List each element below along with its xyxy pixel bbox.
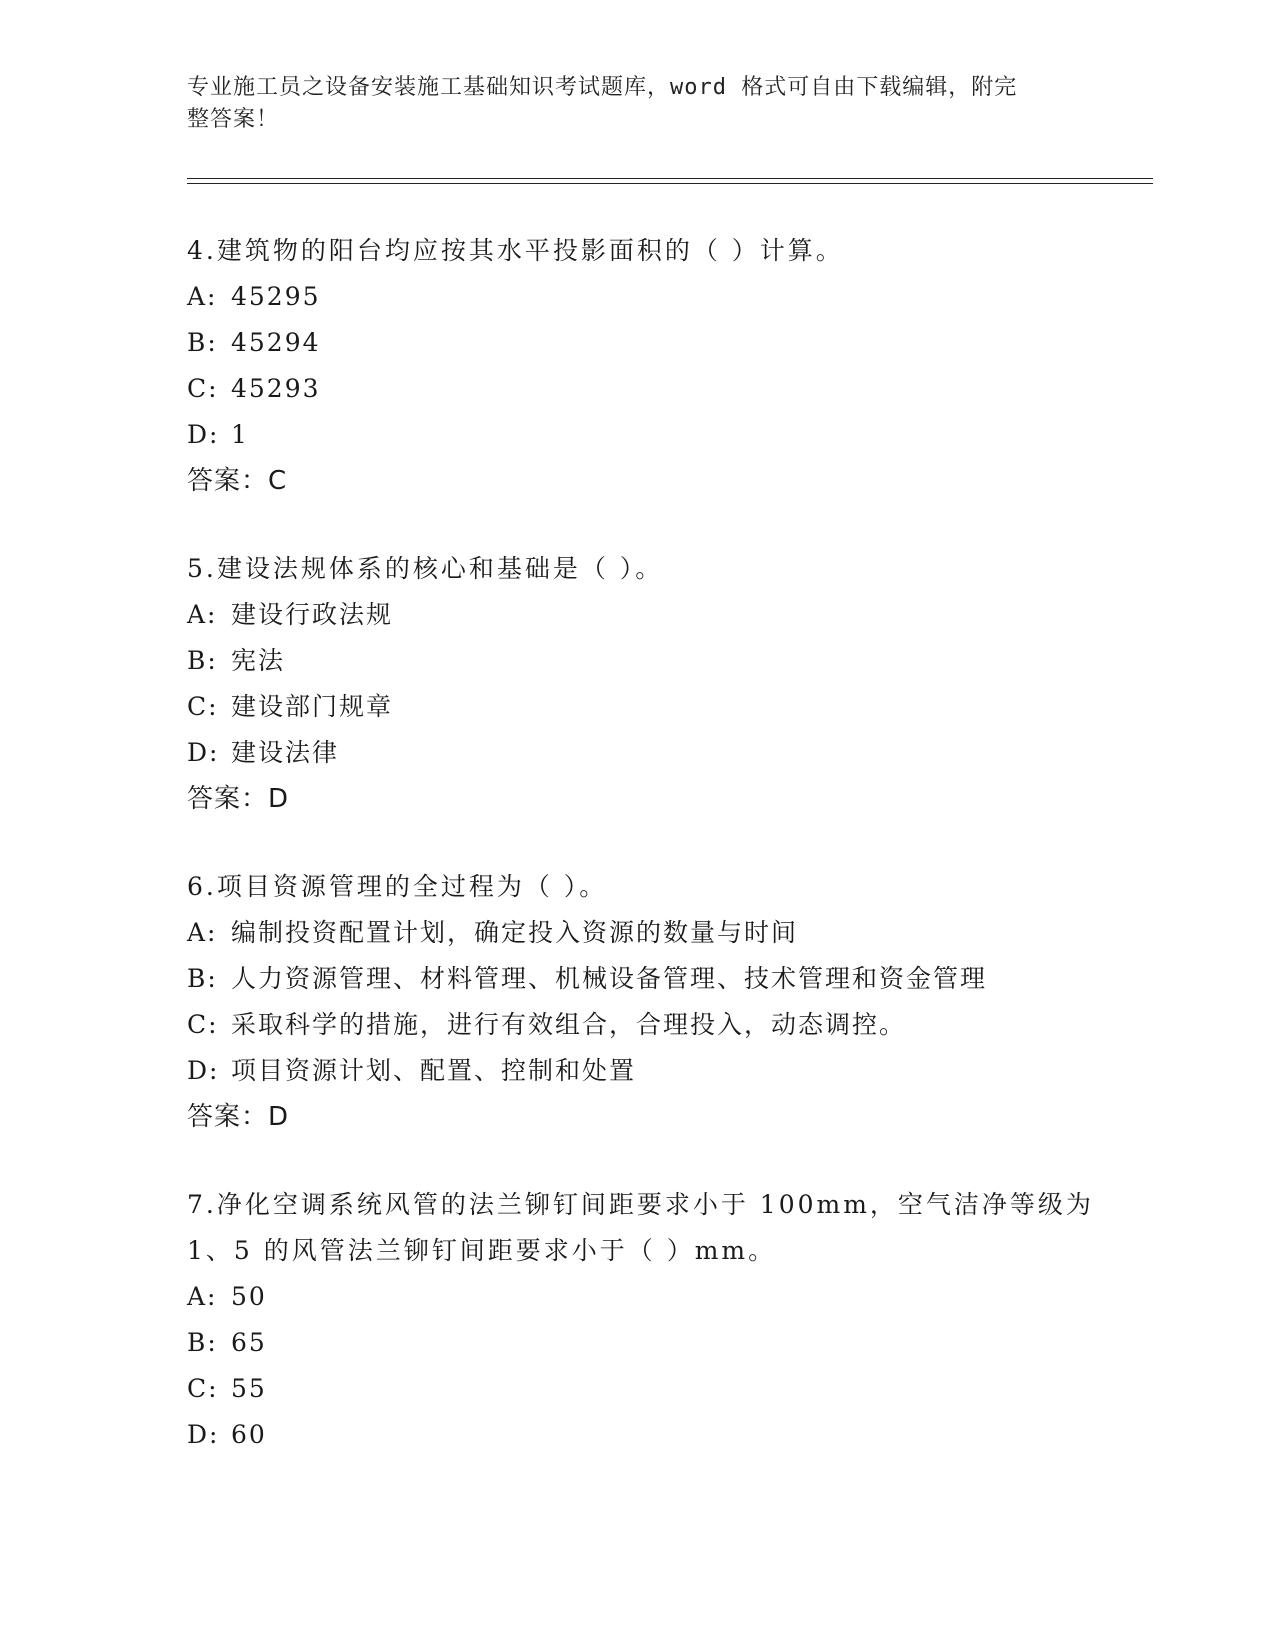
- document-header: [187, 72, 1067, 136]
- question-4: [187, 228, 1107, 504]
- header-rule-bottom: [187, 183, 1153, 184]
- option-a: [187, 592, 1107, 638]
- option-text: 建设行政法规: [231, 600, 394, 629]
- option-label: A:: [187, 918, 218, 947]
- question-stem: 5.建设法规体系的核心和基础是（ ）。: [187, 554, 664, 583]
- option-label: C:: [187, 1010, 219, 1039]
- option-c: [187, 366, 1107, 412]
- header-line-2: 整答案！: [187, 107, 280, 132]
- question-5: [187, 546, 1107, 822]
- option-label: C:: [187, 374, 219, 403]
- option-label: A:: [187, 600, 218, 629]
- option-text: 采取科学的措施，进行有效组合，合理投入，动态调控。: [231, 1010, 907, 1039]
- option-text: 45295: [231, 282, 321, 311]
- option-label: A:: [187, 282, 218, 311]
- question-7: [187, 1182, 1107, 1458]
- option-c: [187, 1002, 1107, 1048]
- option-label: D:: [187, 1056, 220, 1085]
- option-c: [187, 684, 1107, 730]
- option-text: 1: [231, 420, 249, 449]
- option-b: [187, 1320, 1107, 1366]
- option-a: [187, 274, 1107, 320]
- option-label: A:: [187, 1282, 218, 1311]
- question-stem-line-2: 1、5 的风管法兰铆钉间距要求小于（ ）mm。: [187, 1236, 777, 1265]
- option-text: 宪法: [231, 646, 286, 675]
- option-text: 45294: [231, 328, 321, 357]
- option-label: D:: [187, 420, 220, 449]
- option-d: [187, 730, 1107, 776]
- option-a: [187, 1274, 1107, 1320]
- option-text: 60: [231, 1420, 267, 1449]
- option-text: 65: [231, 1328, 267, 1357]
- option-label: D:: [187, 1420, 220, 1449]
- option-text: 人力资源管理、材料管理、机械设备管理、技术管理和资金管理: [231, 964, 988, 993]
- answer: 答案：D: [187, 1102, 290, 1132]
- option-a: [187, 910, 1107, 956]
- option-c: [187, 1366, 1107, 1412]
- question-stem: 6.项目资源管理的全过程为（ ）。: [187, 872, 608, 901]
- option-text: 建设部门规章: [231, 692, 394, 721]
- option-d: [187, 1048, 1107, 1094]
- option-b: [187, 320, 1107, 366]
- option-d: [187, 412, 1107, 458]
- option-text: 项目资源计划、配置、控制和处置: [231, 1056, 637, 1085]
- header-line-1: 专业施工员之设备安装施工基础知识考试题库，word 格式可自由下载编辑，附完: [187, 75, 1018, 100]
- option-label: C:: [187, 1374, 219, 1403]
- option-b: [187, 956, 1107, 1002]
- option-text: 50: [231, 1282, 267, 1311]
- question-stem: 4.建筑物的阳台均应按其水平投影面积的（ ）计算。: [187, 236, 844, 265]
- question-6: [187, 864, 1107, 1140]
- question-stem-line-1: 7.净化空调系统风管的法兰铆钉间距要求小于 100mm，空气洁净等级为: [187, 1190, 1094, 1219]
- answer: 答案：C: [187, 466, 288, 496]
- option-text: 编制投资配置计划，确定投入资源的数量与时间: [231, 918, 799, 947]
- option-text: 45293: [231, 374, 321, 403]
- answer: 答案：D: [187, 784, 290, 814]
- header-rule-top: [187, 178, 1153, 179]
- option-d: [187, 1412, 1107, 1458]
- option-text: 55: [231, 1374, 267, 1403]
- option-label: B:: [187, 646, 218, 675]
- option-b: [187, 638, 1107, 684]
- option-label: B:: [187, 964, 218, 993]
- option-label: C:: [187, 692, 219, 721]
- option-label: D:: [187, 738, 220, 767]
- option-label: B:: [187, 328, 218, 357]
- option-label: B:: [187, 1328, 218, 1357]
- option-text: 建设法律: [231, 738, 340, 767]
